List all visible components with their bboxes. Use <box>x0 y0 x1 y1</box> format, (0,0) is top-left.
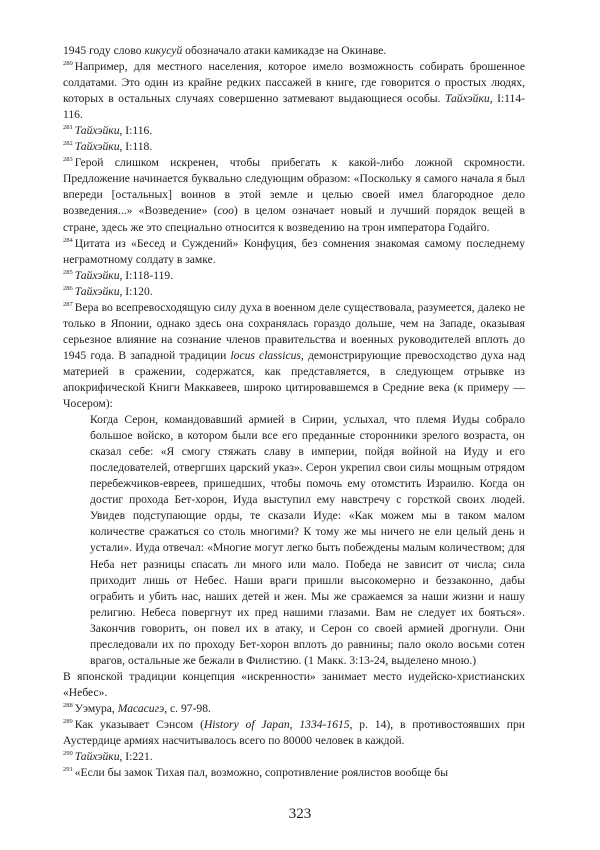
text-run: , I:118. <box>119 140 153 154</box>
footnote-number: 283 <box>63 156 73 164</box>
footnotes-after-quote <box>63 669 525 781</box>
footnote-number: 286 <box>63 284 73 292</box>
footnote-number: 291 <box>63 766 73 774</box>
footnote-continuation <box>63 669 525 701</box>
footnote <box>63 701 525 717</box>
text-run: Цитата из «Бесед и Суждений» Конфуция, без сомнения знакомая самому последнему неграмотному солдату в замке. <box>63 236 525 266</box>
text-run: , I:116. <box>119 124 153 138</box>
footnote <box>63 236 525 268</box>
footnote-number: 288 <box>63 702 73 710</box>
italic-text: соо <box>217 204 234 218</box>
footnote <box>63 268 525 284</box>
text-run: , I:114-116. <box>63 92 525 122</box>
text-run: обозначало атаки камикадзе на Окинаве. <box>182 44 387 57</box>
text-run: Когда Серон, командовавший армией в Сирии, услыхал, что племя Иуды собрало большое войско, в котором были все его преданные сторонники зрелого возраста, он сказал себе: «Я смогу стяжать славу в империи, пойдя войной на Иуду и его последователей, отвергших царский указ». Серон укрепил свои силы мощным отрядом перебежчиков-евреев, пришедших, чтобы помочь ему отомстить Израилю. Когда он достиг прохода Бет-хорон, Иуда выступил ему навстречу с горсткой своих людей. Увидев подступающие орды, те сказали Иуде: «Как можем мы в таком малом количестве сражаться со столь многими? К тому же мы ничего не ели целый день и устали». Иуда отвечал: « <box>90 413 525 555</box>
italic-text: History of Japan, 1334-1615 <box>203 717 350 731</box>
footnote <box>63 765 525 781</box>
page-text <box>63 43 525 781</box>
italic-text: Многие могут легко быть побеждены малым количеством; для Неба нет разницы спасать ли много или мало. Победа не зависит от числа; сила приходит лишь от Небес. <box>90 541 526 587</box>
text-run: , I:118-119. <box>119 268 174 282</box>
page-number: 323 <box>288 806 312 822</box>
footnote-number: 281 <box>63 124 73 132</box>
footnote <box>63 123 525 139</box>
footnote <box>63 139 525 155</box>
footnote-number: 280 <box>63 60 73 68</box>
italic-text: Тайхэйки <box>74 284 120 298</box>
footnote-number: 285 <box>63 268 73 276</box>
italic-text: locus classicus <box>230 348 301 362</box>
italic-text: Тайхэйки <box>74 124 120 138</box>
text-run: , I:120. <box>119 284 153 298</box>
footnote <box>63 59 525 123</box>
text-run: Наши враги пришли высокомерно и беззаконно, дабы ограбить и убить нас, наших детей и жен. Мы же сражаемся за наши жизни и нашу религию. Небеса повергнут их пред нашими глазами. Вам не следует их бояться». Закончив говорить, он повел их в атаку, и Серон со своей армией дрогнули. Они преследовали их по проходу Бет-хорон вплоть до равнины; пало около восьми сотен врагов, остальные же бежали в Филистию. (1 Макк. 3:13-24, выделено мною.) <box>90 573 525 667</box>
footnote <box>63 749 525 765</box>
italic-text: Тайхэйки <box>74 268 120 282</box>
italic-text: Тайхэйки <box>444 92 490 106</box>
footnote-number: 289 <box>63 718 73 726</box>
italic-text: Тайхэйки <box>74 750 120 764</box>
italic-text: Тайхэйки <box>74 140 120 154</box>
italic-text: Масасигэ <box>117 701 165 715</box>
text-run: , р. 14), в противостоявших при Аустердице армиях насчитывалось всего по 80000 человек в каждой. <box>63 717 525 748</box>
text-run: В японской традиции концепция «искренности» занимает место иудейско-христианских «Небес». <box>63 669 525 699</box>
text-run: , с. 97-98. <box>164 701 211 715</box>
footnote <box>63 717 525 749</box>
footnote-number: 282 <box>63 140 73 148</box>
text-run: 1945 году слово <box>63 44 145 57</box>
footnote-number: 284 <box>63 236 73 244</box>
text-run: , демонстрирующие превосходство духа над материей в сражении, содержатся, как представляется, в следующем отрывке из апокрифической Книги Маккавеев, широко цитировавшемся в Средние века (к примеру — Чосером): <box>63 348 526 411</box>
footnote <box>63 155 525 235</box>
footnote-number: 287 <box>63 300 73 308</box>
text-run: , I:221. <box>119 750 153 764</box>
text-run: Например, для местного населения, которое имело возможность собирать брошенное солдатами. Это один из крайне редких пассажей в книге, где говорится о простых людях, которых в остальных случаях совершенно затмевают выдающиеся особы. <box>63 60 525 106</box>
text-run: ) в целом означает новый и лучший порядок вещей в стране, здесь же это специально относится к возведению на трон императора Годайго. <box>63 204 525 234</box>
text-run: Герой слишком искренен, чтобы прибегать к какой-либо ложной скромности. Предложение начинается буквально следующим образом: «Поскольку я самого начала я был впереди [остальных] воинов в этой земле и целью своей имел благородное дело возведения...» «Возведение» ( <box>63 156 525 218</box>
text-run: Как указывает Сэнсом ( <box>74 717 204 731</box>
footnote-continuation <box>63 43 525 59</box>
footnote-number: 290 <box>63 750 73 758</box>
block-quote <box>90 412 525 669</box>
text-run: Вера во всепревосходящую силу духа в военном деле существовала, разумеется, далеко не только в Японии, однако здесь она сохранялась гораздо дольше, чем на Западе, оказывая серьезное влияние на сознание членов правительства и военных руководителей вплоть до 1945 года. В западной традиции <box>63 300 525 362</box>
footnotes-before-quote <box>63 43 525 412</box>
italic-text: кикусуй <box>144 44 183 57</box>
footnote <box>63 284 525 300</box>
footnote <box>63 300 525 412</box>
text-run: «Если бы замок Тихая пал, возможно, сопротивление роялистов вообще бы <box>74 766 448 780</box>
text-run: Уэмура, <box>74 701 118 715</box>
